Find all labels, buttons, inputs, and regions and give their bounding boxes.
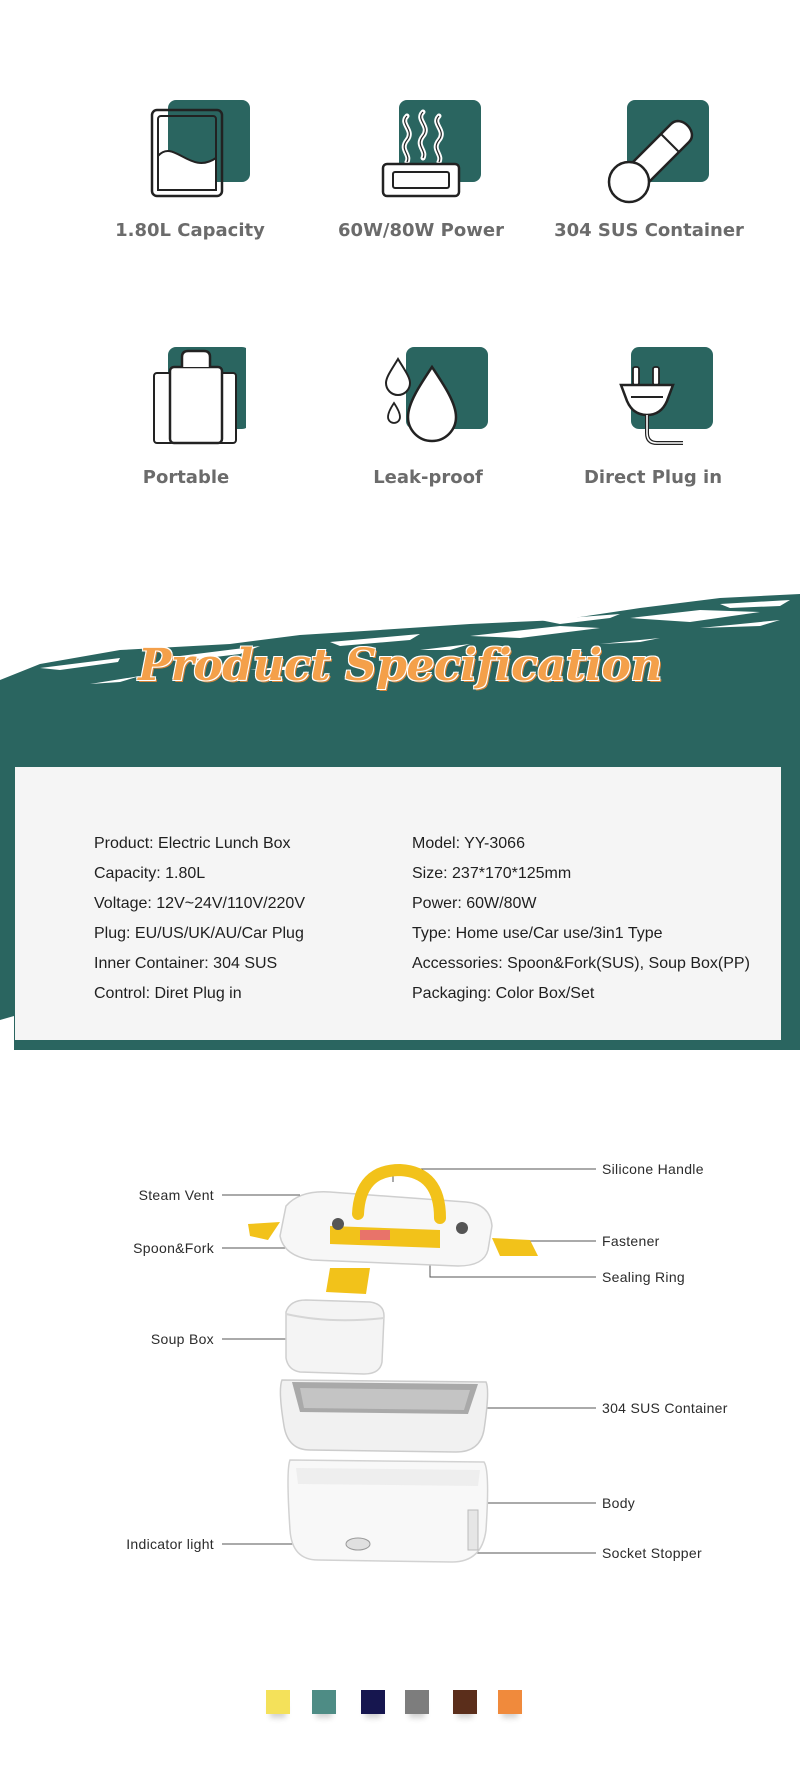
color-options [266, 1690, 536, 1740]
spec-row: Packaging: Color Box/Set [412, 985, 595, 1002]
spec-row: Product: Electric Lunch Box [94, 835, 291, 852]
callout-socket-stopper: Socket Stopper [602, 1545, 702, 1561]
color-swatch-orange[interactable] [498, 1690, 522, 1714]
spec-row: Inner Container: 304 SUS [94, 955, 278, 972]
body [288, 1460, 488, 1562]
color-swatch-yellow[interactable] [266, 1690, 290, 1714]
feature-leakproof [318, 345, 538, 488]
heating-power-icon [361, 98, 481, 208]
feature-plug [543, 345, 763, 488]
water-drop-icon [368, 345, 488, 455]
spec-row: Control: Diret Plug in [94, 985, 242, 1002]
feature-container [539, 98, 759, 241]
spec-row: Size: 237*170*125mm [412, 865, 572, 882]
spec-row: Power: 60W/80W [412, 895, 537, 912]
stainless-roll-icon [589, 98, 709, 208]
spec-column-right [412, 829, 750, 1009]
callout-sus-container: 304 SUS Container [602, 1400, 728, 1416]
callout-indicator-light: Indicator light [126, 1536, 214, 1552]
spec-title: Product Specification [138, 640, 662, 691]
feature-portable [76, 345, 296, 488]
capacity-icon [130, 98, 250, 208]
callout-steam-vent: Steam Vent [138, 1187, 214, 1203]
feature-label: 304 SUS Container [554, 220, 744, 241]
callout-body: Body [602, 1495, 636, 1511]
color-swatch-brown[interactable] [453, 1690, 477, 1714]
spec-row: Plug: EU/US/UK/AU/Car Plug [94, 925, 304, 942]
feature-capacity [80, 98, 300, 241]
callout-sealing-ring: Sealing Ring [602, 1269, 685, 1285]
plug-icon [593, 345, 713, 455]
soup-box [286, 1300, 384, 1374]
spec-row: Type: Home use/Car use/3in1 Type [412, 925, 663, 942]
color-swatch-teal[interactable] [312, 1690, 336, 1714]
callout-soup-box: Soup Box [150, 1331, 214, 1347]
feature-label: 60W/80W Power [338, 220, 504, 241]
feature-label: Portable [142, 467, 230, 488]
spec-column-left [94, 829, 305, 1009]
stainless-container [280, 1380, 487, 1452]
spec-row: Model: YY-3066 [412, 835, 525, 852]
lid [248, 1170, 538, 1294]
feature-power [311, 98, 531, 241]
spec-card [15, 767, 781, 1040]
spec-row: Accessories: Spoon&Fork(SUS), Soup Box(PP) [412, 955, 750, 972]
color-swatch-navy[interactable] [361, 1690, 385, 1714]
spec-row: Capacity: 1.80L [94, 865, 206, 882]
feature-label: 1.80L Capacity [115, 220, 265, 241]
color-swatch-gray[interactable] [405, 1690, 429, 1714]
callout-spoon-fork: Spoon&Fork [133, 1240, 214, 1256]
callout-silicone-handle: Silicone Handle [602, 1161, 704, 1177]
callout-fastener: Fastener [602, 1233, 660, 1249]
feature-label: Leak-proof [373, 467, 483, 488]
portable-bag-icon [126, 345, 246, 455]
feature-label: Direct Plug in [583, 467, 723, 488]
spec-row: Voltage: 12V~24V/110V/220V [94, 895, 305, 912]
